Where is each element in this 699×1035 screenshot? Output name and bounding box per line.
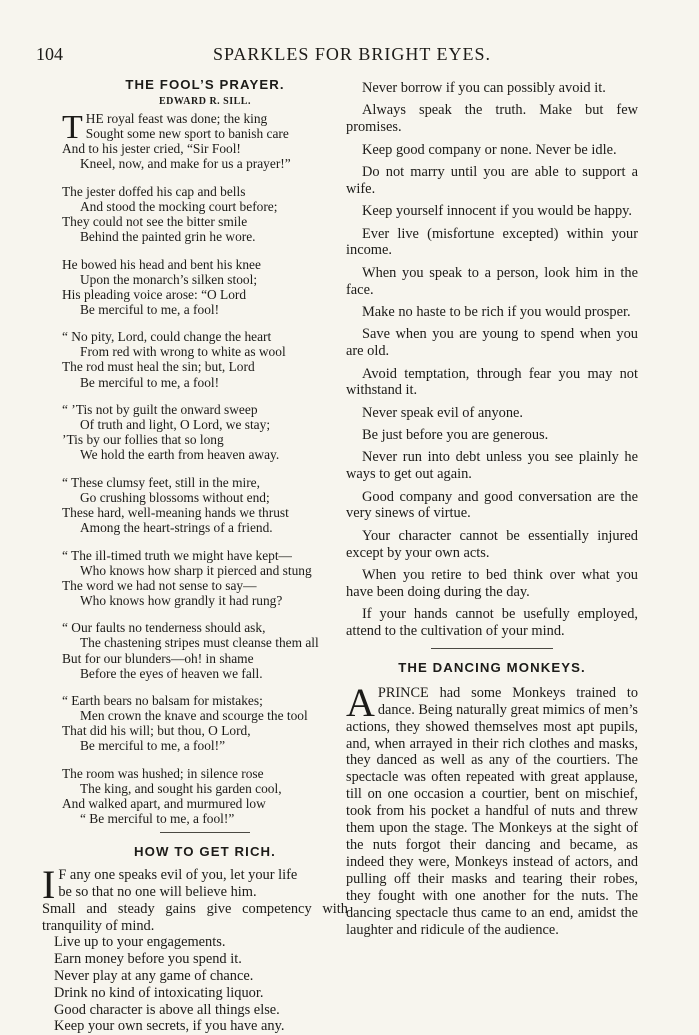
poem-line: Behind the painted grin he wore. (80, 229, 256, 245)
maxim: Ever live (misfortune excepted) within your income. (346, 225, 638, 259)
poem-line: Who knows how sharp it pierced and stung (80, 562, 312, 578)
poem-line: And walked apart, and murmured low (62, 796, 266, 812)
maxim: Your character cannot be essentially injured except by your own acts. (346, 527, 638, 561)
poem-line: The jester doffed his cap and bells (62, 183, 246, 199)
story-text: PRINCE had some Monkeys trained to dance. Being naturally great mimics of men’s actions, they showed themselves most apt pupils, and, when arrayed in their rich clothes and masks, they danced as well as any of the courtiers. The spectacle was often repeated with great applause, till on one occasion a courtier, bent on mischief, took from his pocket a handful of nuts and threw them upon the stage. The Monkeys at the sight of the nuts forgot their dancing and became, as indeed they were, Monkeys instead of actors, and pulling off their masks and tearing their robes, they fought with one another for the nuts. The dancing spectacle thus came to an end, amidst the laughter and ridicule of the audience. (346, 684, 638, 938)
stanza (62, 184, 348, 244)
maxim: When you retire to bed think over what you have been doing during the day. (346, 567, 638, 600)
fools-prayer-poem (62, 111, 348, 826)
stanza (62, 548, 348, 608)
poem-line: “ The ill-timed truth we might have kept— (62, 547, 292, 563)
poem-line: Go crushing blossoms without end; (80, 489, 270, 505)
stanza (62, 257, 348, 317)
poem-line: The word we had not sense to say— (62, 577, 257, 593)
stanza (62, 402, 348, 462)
poem-line: From red with wrong to white as wool (80, 344, 286, 360)
maxim: Do not marry until you are able to support a wife. (346, 163, 638, 197)
drop-cap: T (62, 109, 83, 146)
maxim: Good company and good conversation are the very sinews of virtue. (346, 488, 638, 522)
maxim: Never run into debt unless you see plainly he ways to get out again. (346, 449, 638, 483)
poem-line: He bowed his head and bent his knee (62, 256, 261, 272)
right-maxims (346, 80, 638, 640)
poem-line: And stood the mocking court before; (80, 198, 278, 214)
stanza (62, 766, 348, 826)
lead-paragraph: I F any one speaks evil of you, let your life be so that no one will believe him. (42, 862, 298, 908)
stanza (62, 329, 348, 389)
maxim: When you speak to a person, look him in the face. (346, 264, 638, 298)
maxim: Small and steady gains give competency with tranquility of mind. (42, 900, 348, 934)
poem-line: Men crown the knave and scourge the tool (80, 708, 308, 724)
how-to-get-rich-body (42, 862, 348, 1035)
poem-line: “ Our faults no tenderness should ask, (62, 620, 266, 636)
maxim: Keep yourself innocent if you would be happy. (362, 203, 633, 220)
poem-line: Of truth and light, O Lord, we stay; (80, 417, 271, 433)
maxim: Earn money before you spend it. (54, 951, 242, 968)
fools-prayer-title: THE FOOL’S PRAYER. (125, 77, 285, 92)
maxim: Keep good company or none. Never be idle. (362, 141, 617, 158)
dancing-monkeys-title: THE DANCING MONKEYS. (398, 659, 586, 675)
maxim: Never speak evil of anyone. (362, 404, 524, 421)
poem-line: Upon the monarch’s silken stool; (80, 271, 258, 287)
maxim: Save when you are young to spend when you are old. (346, 326, 638, 360)
poem-line: The king, and sought his garden cool, (80, 780, 282, 796)
maxim: Never play at any game of chance. (54, 968, 254, 985)
maxim: Make no haste to be rich if you would prosper. (362, 303, 631, 320)
left-column (42, 76, 348, 1035)
dancing-monkeys-body (346, 679, 638, 939)
right-column (346, 80, 638, 938)
stanza (62, 111, 348, 171)
poem-line: “ ’Tis not by guilt the onward sweep (62, 402, 258, 418)
poem-line: The room was hushed; in silence rose (62, 765, 264, 781)
poem-line: Kneel, now, and make for us a prayer!” (80, 156, 291, 172)
poem-line: The chastening stripes must cleanse them all (80, 635, 319, 651)
drop-cap: I (42, 862, 56, 908)
stanza (62, 475, 348, 535)
poem-line: Be merciful to me, a fool! (80, 301, 220, 317)
maxim: Always speak the truth. Make but few promises. (346, 102, 638, 136)
maxim: Never borrow if you can possibly avoid it. (362, 80, 606, 96)
running-title: SPARKLES FOR BRIGHT EYES. (212, 44, 492, 64)
poem-line: “ Be merciful to me, a fool!” (80, 811, 235, 827)
maxim: If your hands cannot be usefully employed, attend to the cultivation of your mind. (346, 606, 638, 640)
how-to-get-rich-title: HOW TO GET RICH. (134, 844, 276, 860)
poem-line: ’Tis by our follies that so long (62, 432, 224, 448)
maxim: Keep your own secrets, if you have any. (54, 1018, 285, 1035)
maxim: Avoid temptation, through fear you may not withstand it. (346, 365, 638, 399)
stanza (62, 693, 348, 753)
poem-line: “ These clumsy feet, still in the mire, (62, 474, 260, 490)
drop-cap: A (346, 679, 375, 725)
maxim: Drink no kind of intoxicating liquor. (54, 984, 264, 1001)
poem-line: We hold the earth from heaven away. (80, 447, 280, 463)
poem-line: Be merciful to me, a fool!” (80, 738, 226, 754)
poem-line: But for our blunders—oh! in shame (62, 650, 254, 666)
poem-line: The rod must heal the sin; but, Lord (62, 359, 255, 375)
stanza (62, 620, 348, 680)
left-maxims (42, 901, 348, 1035)
fools-prayer-author: EDWARD R. SILL. (159, 96, 251, 107)
poem-line: “ Earth bears no balsam for mistakes; (62, 693, 263, 709)
page-header (36, 44, 668, 68)
page-number: 104 (36, 44, 63, 64)
maxim: Live up to your engagements. (54, 934, 226, 951)
maxim: Good character is above all things else. (54, 1001, 280, 1018)
section-divider (431, 648, 553, 649)
poem-line: His pleading voice arose: “O Lord (62, 286, 247, 302)
poem-line: These hard, well-meaning hands we thrust (62, 505, 289, 521)
section-divider (160, 832, 250, 833)
poem-line: Be merciful to me, a fool! (80, 374, 220, 390)
poem-line: Before the eyes of heaven we fall. (80, 665, 263, 681)
poem-line: That did his will; but thou, O Lord, (62, 723, 251, 739)
poem-line: They could not see the bitter smile (62, 213, 248, 229)
poem-line: And to his jester cried, “Sir Fool! (62, 141, 241, 157)
poem-line: Sought some new sport to banish care (85, 126, 289, 142)
maxim: Be just before you are generous. (362, 427, 549, 444)
poem-line: “ No pity, Lord, could change the heart (62, 329, 272, 345)
poem-line: Among the heart-strings of a friend. (80, 520, 273, 536)
poem-line: THE royal feast was done; the king (62, 109, 268, 146)
poem-line: Who knows how grandly it had rung? (80, 592, 283, 608)
